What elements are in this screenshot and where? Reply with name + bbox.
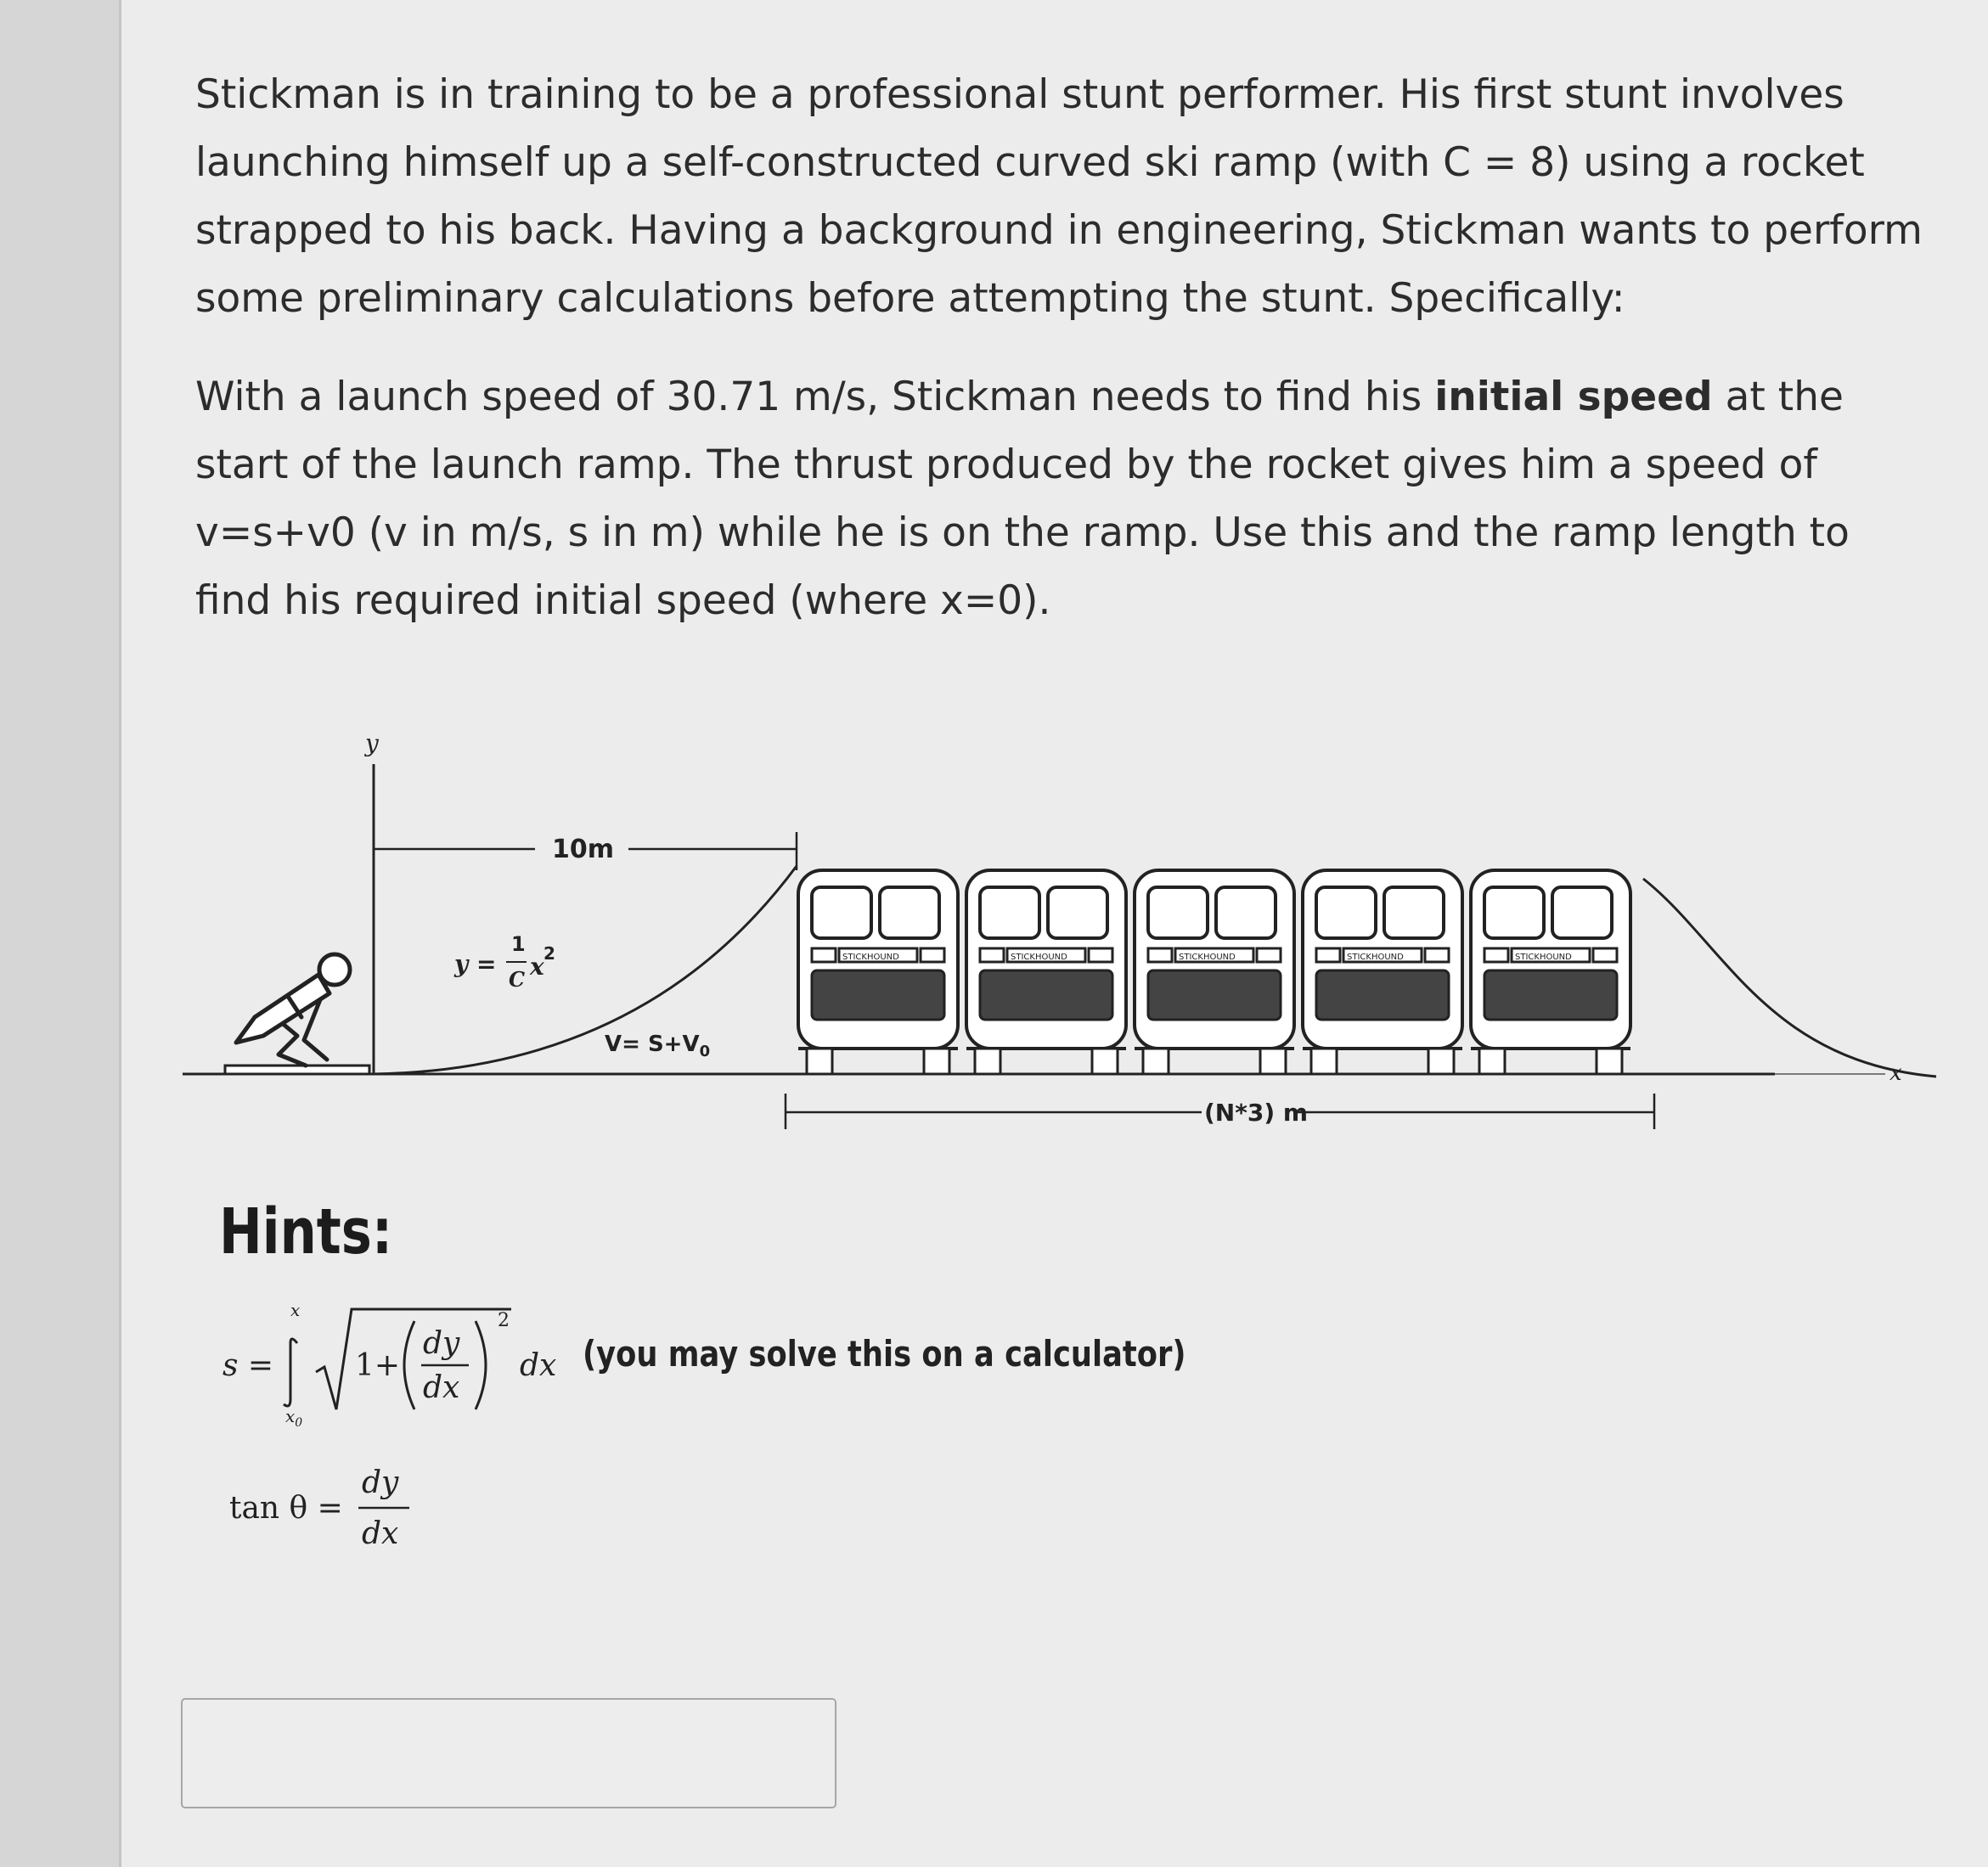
bus-wheel-right: [1597, 1049, 1622, 1074]
integral-lower-limit: [285, 1406, 302, 1426]
calculator-note: (you may solve this on a calculator): [583, 1333, 1186, 1375]
left-paren: [404, 1321, 414, 1409]
speed-label: [605, 1032, 710, 1060]
bus-sign-label: STICKHOUND: [842, 953, 899, 962]
integral-upper-limit: x: [290, 1300, 301, 1320]
curve-eq-exponent: 2: [543, 943, 555, 964]
bus-grille: [1484, 970, 1617, 1020]
speed-label-subscript: 0: [699, 1043, 711, 1060]
ramp-curve: [374, 866, 797, 1074]
bus-sign-label: STICKHOUND: [1347, 953, 1404, 962]
bus-wheel-left: [1143, 1049, 1169, 1074]
bus-wheel-right: [1092, 1049, 1118, 1074]
bus-wheel-left: [975, 1049, 1000, 1074]
hints-heading: Hints:: [219, 1195, 393, 1268]
tan-lhs: tan θ =: [229, 1491, 343, 1526]
answer-field[interactable]: [181, 1698, 836, 1808]
problem-statement: [195, 61, 1936, 666]
bus-sign-label: STICKHOUND: [1011, 953, 1067, 962]
curve-eq-lhs: y =: [454, 950, 497, 978]
bus-wheel-left: [1311, 1049, 1337, 1074]
problem-paragraph-task: [195, 363, 1936, 635]
ramp-diagram: [170, 705, 1953, 1146]
bus-wheel-right: [1428, 1049, 1454, 1074]
lower-limit-var: x: [285, 1406, 296, 1426]
bus-row: [798, 870, 1630, 1074]
tan-formula: [222, 1452, 477, 1562]
width-label: 10m: [552, 835, 615, 864]
stickman-legs: [279, 1023, 306, 1066]
deriv-numerator: dy: [423, 1326, 460, 1361]
initial-speed-emphasis: initial speed: [1434, 374, 1713, 420]
sqrt-one-plus: 1+: [355, 1348, 401, 1383]
integral-differential: dx: [520, 1348, 557, 1383]
task-text-end: at the start of the launch ramp. The thrust produced by the rocket gives him a speed of v=s+v0 (v in m/s, s in m) while he is on the ramp. Use this and the ramp length to find his required initial speed (where x=0).: [195, 374, 1850, 624]
deriv-exponent: 2: [498, 1310, 510, 1331]
problem-paragraph-intro: Stickman is in training to be a professional stunt performer. His first stunt involves launching himself up a self-constructed curved ski ramp (with C = 8) using a rocket strapped to his back. Having a background in engineering, Stickman wants to perform some preliminary calculations before attempting the stunt. Specifically:: [195, 71, 1923, 322]
launch-pad: [225, 1066, 369, 1074]
deriv-denominator: dx: [423, 1370, 460, 1405]
bus-2: [966, 870, 1126, 1074]
curve-equation: [453, 932, 555, 992]
tan-denominator: dx: [362, 1516, 399, 1551]
tan-numerator: dy: [362, 1465, 399, 1500]
bus-grille: [980, 970, 1112, 1020]
curve-eq-variable: x: [530, 953, 544, 981]
y-axis-label: y: [365, 729, 379, 757]
arc-length-lhs: s =: [222, 1348, 274, 1383]
bus-sign-label: STICKHOUND: [1179, 953, 1236, 962]
answer-input[interactable]: [183, 1700, 835, 1807]
bus-sign-label: STICKHOUND: [1515, 953, 1572, 962]
bus-wheel-right: [1260, 1049, 1286, 1074]
integral-sign: [284, 1339, 297, 1406]
right-paren: [476, 1321, 486, 1409]
x-axis-label: x: [1889, 1060, 1902, 1086]
bus-wheel-right: [924, 1049, 949, 1074]
bus-wheel-left: [1479, 1049, 1505, 1074]
bus-3: [1135, 870, 1294, 1074]
task-text-start: With a launch speed of 30.71 m/s, Stickman needs to find his: [195, 374, 1435, 420]
lower-limit-sub: 0: [295, 1416, 303, 1426]
bus-1: [798, 870, 958, 1074]
bus-4: [1303, 870, 1462, 1074]
stickman-figure: [236, 954, 350, 1066]
curve-eq-denominator: C: [509, 967, 526, 992]
bus-wheel-left: [807, 1049, 832, 1074]
speed-label-main: V= S+V: [605, 1032, 700, 1057]
bus-grille: [1316, 970, 1449, 1020]
bus-grille: [812, 970, 944, 1020]
bus-grille: [1148, 970, 1281, 1020]
distance-label: (N*3) m: [1204, 1099, 1309, 1127]
bus-5: [1471, 870, 1630, 1074]
landing-ramp: [1643, 879, 1936, 1077]
curve-eq-numerator: 1: [511, 932, 526, 956]
